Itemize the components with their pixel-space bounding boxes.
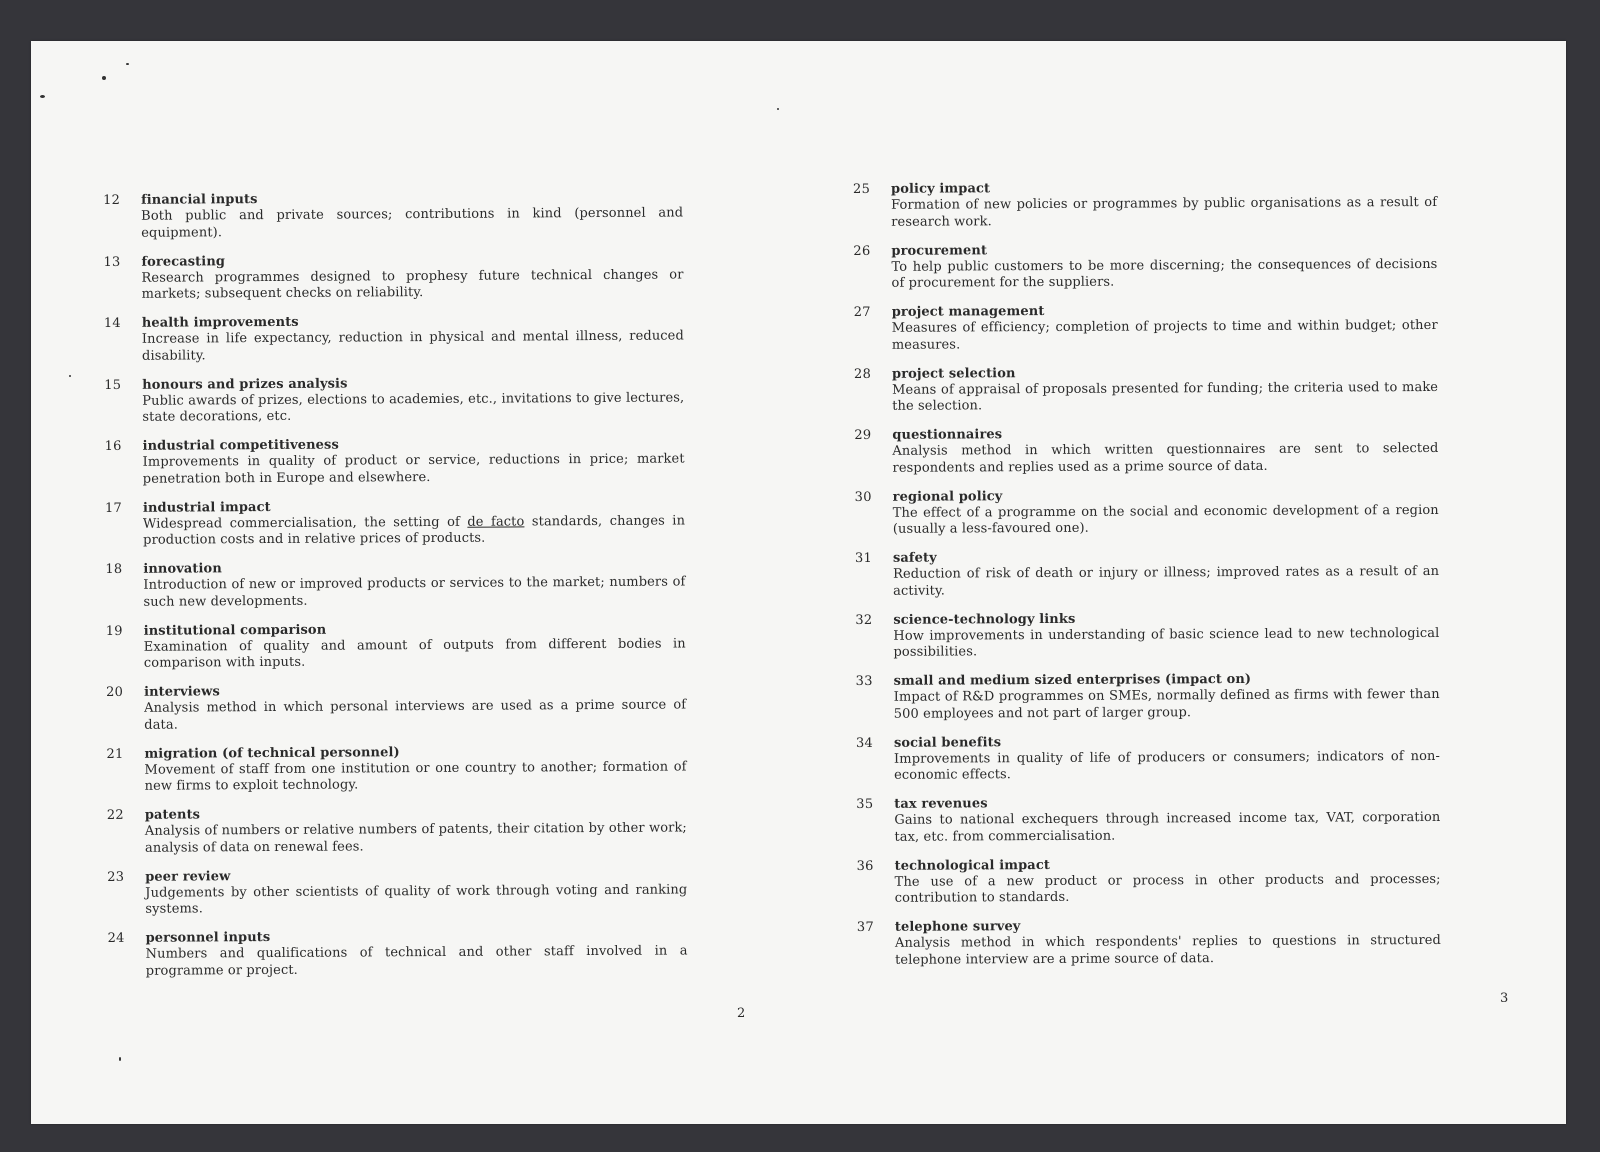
entry-number: 29	[854, 427, 872, 443]
entry-description: How improvements in understanding of basic science lead to new technological possibilities.	[893, 625, 1440, 660]
entry-number: 21	[106, 746, 124, 762]
entry-number: 15	[104, 377, 122, 393]
glossary-entry	[856, 794, 1440, 859]
entry-term: questionnaires	[892, 427, 1003, 443]
entry-number: 22	[106, 807, 125, 823]
page-speck	[777, 108, 779, 110]
entry-term: science-technology links	[893, 611, 1076, 628]
entry-description: Increase in life expectancy, reduction in physical and mental illness, reduced disability.	[141, 328, 684, 364]
entry-description: Examination of quality and amount of outputs from different bodies in comparison with inputs.	[143, 635, 686, 671]
entry-description: Public awards of prizes, elections to academies, etc., invitations to give lectures, state decorations, etc.	[142, 389, 685, 425]
entry-description: The effect of a programme on the social and economic development of a region (usually a less-favoured one).	[892, 502, 1439, 537]
glossary-right-column	[853, 179, 1441, 982]
entry-number: 28	[853, 366, 872, 382]
entry-description: Both public and private sources; contributions in kind (personnel and equipment).	[141, 205, 684, 241]
entry-description: To help public customers to be more discerning; the consequences of decisions of procurement for the suppliers.	[891, 256, 1438, 291]
entry-number: 18	[105, 561, 123, 577]
entry-term: honours and prizes analysis	[142, 376, 348, 393]
glossary-entry	[857, 855, 1441, 920]
glossary-entry	[853, 179, 1437, 244]
document-page	[31, 41, 1566, 1124]
entry-description: Analysis method in which respondents' replies to questions in structured telephone interview are a prime source of data.	[894, 932, 1442, 968]
entry-number: 37	[856, 919, 875, 935]
glossary-entry	[107, 866, 687, 931]
entry-description: Movement of staff from one institution or one country to another; formation of new firms to exploit technology.	[144, 758, 687, 794]
entry-term: forecasting	[141, 253, 226, 270]
entry-number: 13	[103, 254, 121, 270]
entry-term: industrial competitiveness	[142, 437, 339, 454]
entry-number: 30	[854, 489, 872, 505]
entry-description: Impact of R&D programmes on SMEs, normally defined as firms with fewer than 500 employees and not part of larger group.	[893, 686, 1440, 722]
page-speck	[69, 375, 71, 377]
glossary-entry	[105, 497, 685, 562]
entry-description: Numbers and qualifications of technical and other staff involved in a programme or project.	[145, 943, 688, 979]
entry-description: Research programmes designed to prophesy future technical changes or markets; subsequent checks on reliability.	[141, 266, 684, 302]
entry-number: 25	[853, 181, 871, 197]
entry-term: technological impact	[894, 857, 1050, 874]
entry-term: policy impact	[890, 181, 991, 197]
entry-description: Improvements in quality of life of producers or consumers; indicators of non-economic effects.	[893, 748, 1441, 783]
glossary-entry	[103, 251, 683, 316]
entry-term: financial inputs	[140, 192, 258, 208]
entry-description: Analysis method in which written questionnaires are sent to selected respondents and replies used as a prime source of data.	[892, 440, 1439, 476]
entry-number: 12	[103, 192, 121, 208]
entry-term: project management	[891, 303, 1045, 320]
entry-number: 35	[856, 796, 874, 812]
page-number-right: 3	[1500, 991, 1509, 1006]
entry-description: Formation of new policies or programmes by public organisations as a result of research work.	[891, 194, 1438, 230]
entry-number: 24	[107, 930, 125, 946]
entry-description-emphasis: de facto	[467, 513, 525, 530]
glossary-entry	[105, 558, 685, 623]
entry-number: 19	[105, 623, 123, 639]
entry-description: Improvements in quality of product or service, reductions in price; market penetration both in Europe and elsewhere.	[142, 451, 685, 487]
glossary-entry	[108, 927, 688, 992]
entry-term: interviews	[144, 684, 220, 700]
entry-number: 26	[853, 243, 871, 259]
entry-number: 33	[855, 673, 873, 689]
page-speck	[119, 1057, 121, 1061]
page-speck	[102, 76, 106, 80]
entry-description: Means of appraisal of proposals presented for funding; the criteria used to make the selection.	[892, 379, 1439, 414]
entry-description: Judgements by other scientists of quality of work through voting and ranking systems.	[145, 881, 688, 917]
page-speck	[40, 95, 45, 98]
entry-term: personnel inputs	[145, 929, 271, 946]
entry-number: 36	[856, 858, 874, 874]
entry-number: 32	[855, 612, 873, 628]
entry-number: 27	[853, 304, 871, 320]
glossary-entry	[103, 189, 683, 254]
entry-number: 20	[106, 684, 124, 700]
glossary-entry	[854, 363, 1438, 428]
entry-description: The use of a new product or process in other products and processes; contribution to standards.	[894, 871, 1441, 906]
entry-term: small and medium sized enterprises (impact on)	[893, 671, 1252, 689]
entry-term: regional policy	[892, 488, 1003, 505]
entry-description: Measures of efficiency; completion of projects to time and within budget; other measures.	[891, 317, 1438, 353]
entry-term: innovation	[143, 561, 222, 577]
glossary-entry	[104, 312, 684, 377]
entry-description: Analysis of numbers or relative numbers of patents, their citation by other work; analysis of data on renewal fees.	[144, 820, 687, 856]
entry-term: institutional comparison	[143, 622, 327, 639]
entry-term: project selection	[891, 365, 1016, 382]
page-speck	[126, 63, 129, 65]
entry-term: peer review	[145, 868, 231, 885]
glossary-entry	[106, 681, 686, 746]
entry-description: Analysis method in which personal interviews are used as a prime source of data.	[144, 697, 687, 733]
glossary-entry	[106, 743, 686, 808]
entry-term: telephone survey	[894, 919, 1021, 935]
glossary-entry	[855, 486, 1439, 551]
entry-term: health improvements	[141, 314, 299, 331]
entry-term: tax revenues	[894, 796, 988, 812]
entry-description-start: Widespread commercialisation, the setting of	[142, 514, 468, 532]
glossary-left-column	[103, 189, 688, 992]
glossary-entry	[105, 435, 685, 500]
entry-term: safety	[892, 550, 937, 566]
entry-number: 17	[104, 500, 123, 516]
entry-term: patents	[144, 807, 201, 823]
page-number-left: 2	[737, 1006, 746, 1021]
glossary-entry	[107, 804, 687, 869]
entry-description: Reduction of risk of death or injury or illness; improved rates as a result of an activity.	[893, 563, 1440, 599]
entry-term: industrial impact	[142, 499, 271, 516]
entry-number: 34	[855, 735, 874, 751]
entry-term: procurement	[891, 242, 988, 259]
entry-number: 23	[107, 869, 125, 885]
entry-number: 31	[854, 550, 873, 566]
entry-term: social benefits	[893, 734, 1002, 751]
glossary-entry	[855, 609, 1439, 674]
glossary-entry	[854, 302, 1438, 367]
entry-term: migration (of technical personnel)	[144, 744, 400, 762]
entry-number: 16	[104, 438, 122, 454]
glossary-entry	[856, 732, 1440, 797]
glossary-entry	[106, 620, 686, 685]
glossary-entry	[854, 425, 1438, 490]
glossary-entry	[855, 548, 1439, 613]
glossary-entry	[104, 374, 684, 439]
glossary-entry	[856, 671, 1440, 736]
entry-number: 14	[103, 315, 121, 331]
entry-description: Introduction of new or improved products or services to the market; numbers of such new developments.	[143, 574, 686, 610]
glossary-entry	[857, 917, 1441, 982]
glossary-entry	[853, 240, 1437, 305]
entry-description-end: standards, changes in production costs and in relative prices of products.	[143, 512, 686, 548]
entry-description: Gains to national exchequers through increased income tax, VAT, corporation tax, etc. from commercialisation.	[894, 809, 1441, 845]
entry-description	[143, 513, 685, 549]
